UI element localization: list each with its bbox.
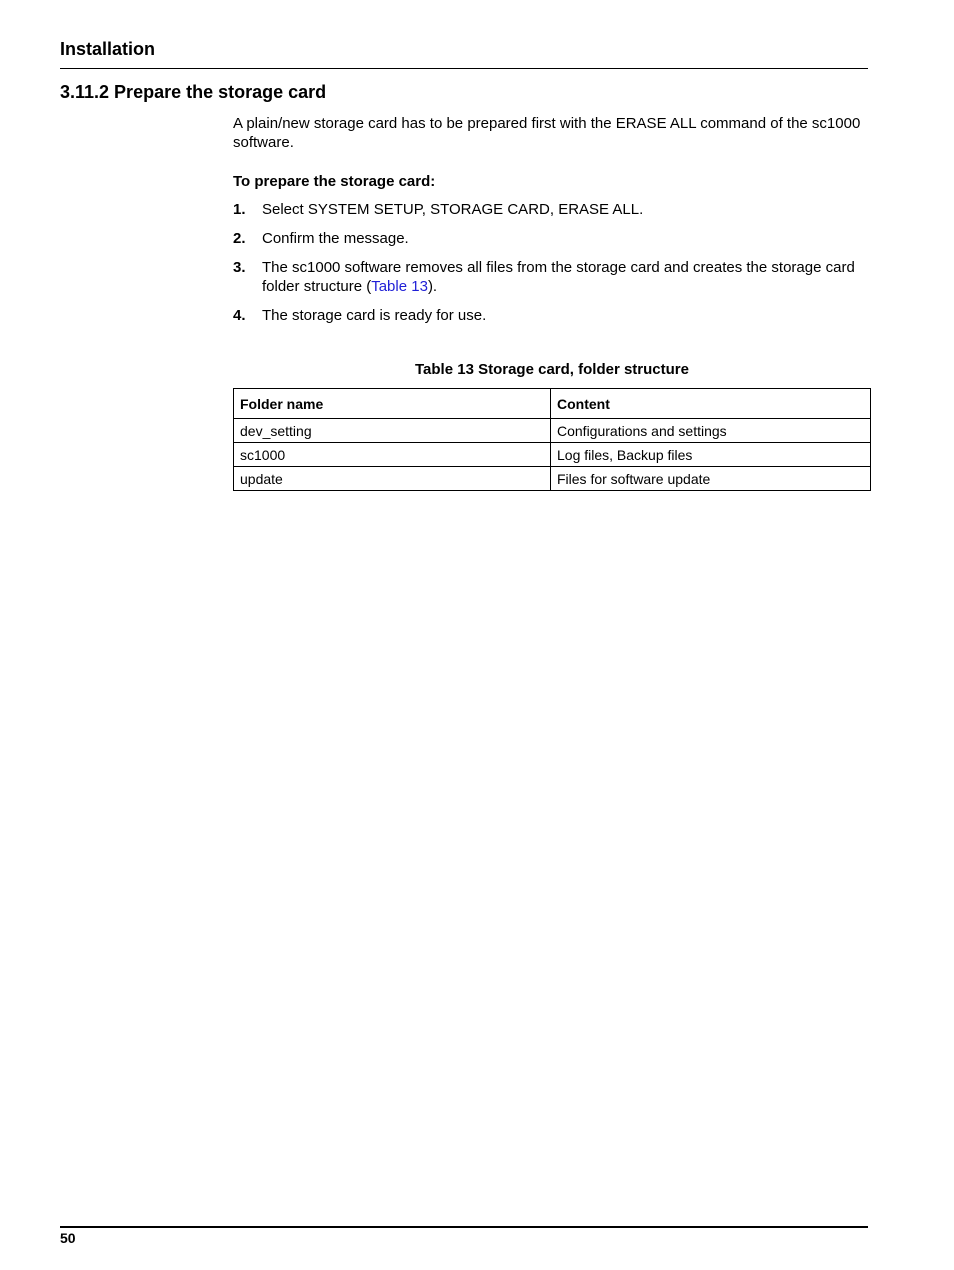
content-cell: Files for software update (551, 467, 871, 491)
step-item (233, 229, 868, 248)
header-divider (60, 68, 868, 69)
column-header-folder-name: Folder name (234, 389, 551, 419)
folder-name-cell: dev_setting (234, 419, 551, 443)
step-number: 3. (233, 259, 246, 276)
content-cell: Log files, Backup files (551, 443, 871, 467)
intro-paragraph: A plain/new storage card has to be prepared first with the ERASE ALL command of the sc1000 software. (233, 115, 861, 151)
section-title: 3.11.2 Prepare the storage card (60, 82, 327, 102)
table-row (234, 419, 871, 443)
procedure-heading: To prepare the storage card: (233, 173, 436, 190)
footer-divider (60, 1226, 868, 1228)
step-text (262, 258, 868, 296)
table-row (234, 443, 871, 467)
step-item (233, 200, 868, 219)
table-header-row (234, 389, 871, 419)
step-text: The storage card is ready for use. (262, 307, 487, 324)
step-text-before: The sc1000 software removes all files from the storage card and creates the storage card folder structure ( (262, 259, 855, 295)
chapter-title: Installation (60, 39, 156, 59)
page-number: 50 (60, 1230, 76, 1246)
table-row (234, 467, 871, 491)
column-header-content: Content (551, 389, 871, 419)
step-number: 1. (233, 201, 246, 218)
folder-structure-table (233, 388, 871, 491)
procedure-steps (233, 200, 868, 335)
table-caption: Table 13 Storage card, folder structure (415, 361, 689, 378)
folder-name-cell: sc1000 (234, 443, 551, 467)
step-text: Select SYSTEM SETUP, STORAGE CARD, ERASE ALL. (262, 201, 644, 218)
step-text: Confirm the message. (262, 230, 409, 247)
step-number: 4. (233, 307, 246, 324)
step-text-after: ). (427, 278, 438, 295)
step-item (233, 306, 868, 325)
content-cell: Configurations and settings (551, 419, 871, 443)
step-item (233, 258, 868, 296)
step-number: 2. (233, 230, 246, 247)
folder-name-cell: update (234, 467, 551, 491)
table-13-link[interactable]: Table 13 (371, 278, 428, 295)
